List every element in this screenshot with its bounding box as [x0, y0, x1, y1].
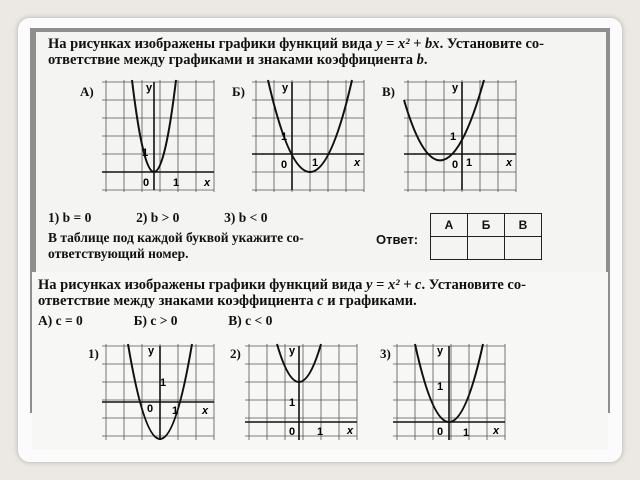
task2-graph-label-1: 1): [88, 346, 99, 361]
grid: [102, 344, 214, 440]
origin-label: 0: [281, 159, 288, 171]
task1-option-1: 1) b = 0: [48, 210, 92, 225]
grid: [102, 80, 214, 192]
x-axis-label: x: [354, 157, 361, 169]
x-axis-label: x: [506, 157, 513, 169]
y-axis-label: y: [282, 82, 289, 94]
y-unit-label: 1: [289, 397, 296, 409]
task1-options: [48, 210, 267, 226]
x-unit-label: 1: [312, 157, 319, 169]
answer-header-v: В: [505, 214, 542, 237]
task1-graph-b: [252, 80, 367, 192]
task1-graph-label-b: Б): [232, 84, 245, 99]
x-unit-label: 1: [173, 177, 180, 189]
y-unit-label: 1: [450, 131, 457, 143]
x-axis-label: x: [204, 177, 211, 189]
answer-cell-v[interactable]: [505, 237, 542, 260]
y-axis-label: y: [146, 82, 153, 94]
answer-table: [430, 213, 542, 260]
task1-option-2: 2) b > 0: [136, 210, 180, 225]
answer-header-b: Б: [468, 214, 505, 237]
task1-instruction-line1: В таблице под каждой буквой укажите со-: [48, 230, 304, 245]
task2-options: [38, 313, 272, 329]
origin-label: 0: [143, 177, 150, 189]
task1-option-3: 3) b < 0: [224, 210, 268, 225]
task2-graph-1: [102, 344, 217, 440]
task1-graph-v: [404, 80, 519, 192]
x-unit-label: 1: [463, 427, 470, 439]
task2-graph-label-3: 3): [380, 346, 391, 361]
task2-option-v: В) c < 0: [228, 313, 273, 328]
x-axis-label: x: [493, 425, 500, 437]
x-unit-label: 1: [172, 405, 179, 417]
y-unit-label: 1: [142, 147, 149, 159]
origin-label: 0: [289, 426, 296, 438]
grid: [245, 344, 357, 440]
task2-option-a: А) c = 0: [38, 313, 83, 328]
task2-graph-label-2: 2): [230, 346, 241, 361]
task1-graph-label-v: В): [382, 84, 395, 99]
answer-header-a: А: [431, 214, 468, 237]
x-axis-label: x: [347, 425, 354, 437]
task1-graph-label-a: А): [80, 84, 94, 99]
answer-cell-a[interactable]: [431, 237, 468, 260]
task1-text-line1: На рисунках изображены графики функций вида y = x² + bx. Установите со-: [48, 36, 545, 52]
grid: [404, 80, 516, 192]
origin-label: 0: [147, 403, 154, 415]
x-unit-label: 1: [317, 426, 324, 438]
y-unit-label: 1: [281, 131, 288, 143]
y-axis-label: y: [289, 345, 296, 357]
task2-graph-2: [245, 344, 360, 440]
x-unit-label: 1: [466, 157, 473, 169]
task1-instruction-line2: ответствующий номер.: [48, 246, 189, 261]
task1-graph-a: [102, 80, 217, 192]
task2-option-b: Б) c > 0: [133, 313, 178, 328]
y-axis-label: y: [452, 82, 459, 94]
task2-graph-3: [393, 344, 508, 440]
y-unit-label: 1: [160, 377, 167, 389]
y-axis-label: y: [437, 345, 444, 357]
answer-cell-b[interactable]: [468, 237, 505, 260]
task1-text-line2: ответствие между графиками и знаками коэффициента b.: [48, 52, 428, 68]
y-axis-label: y: [148, 345, 155, 357]
y-unit-label: 1: [437, 381, 444, 393]
origin-label: 0: [452, 159, 459, 171]
answer-label: Ответ:: [376, 232, 419, 247]
task2-text-line1: На рисунках изображены графики функций вида y = x² + c. Установите со-: [38, 277, 526, 293]
task2-text-line2: ответствие между знаками коэффициента c и графиками.: [38, 293, 417, 309]
x-axis-label: x: [202, 405, 209, 417]
origin-label: 0: [437, 426, 444, 438]
